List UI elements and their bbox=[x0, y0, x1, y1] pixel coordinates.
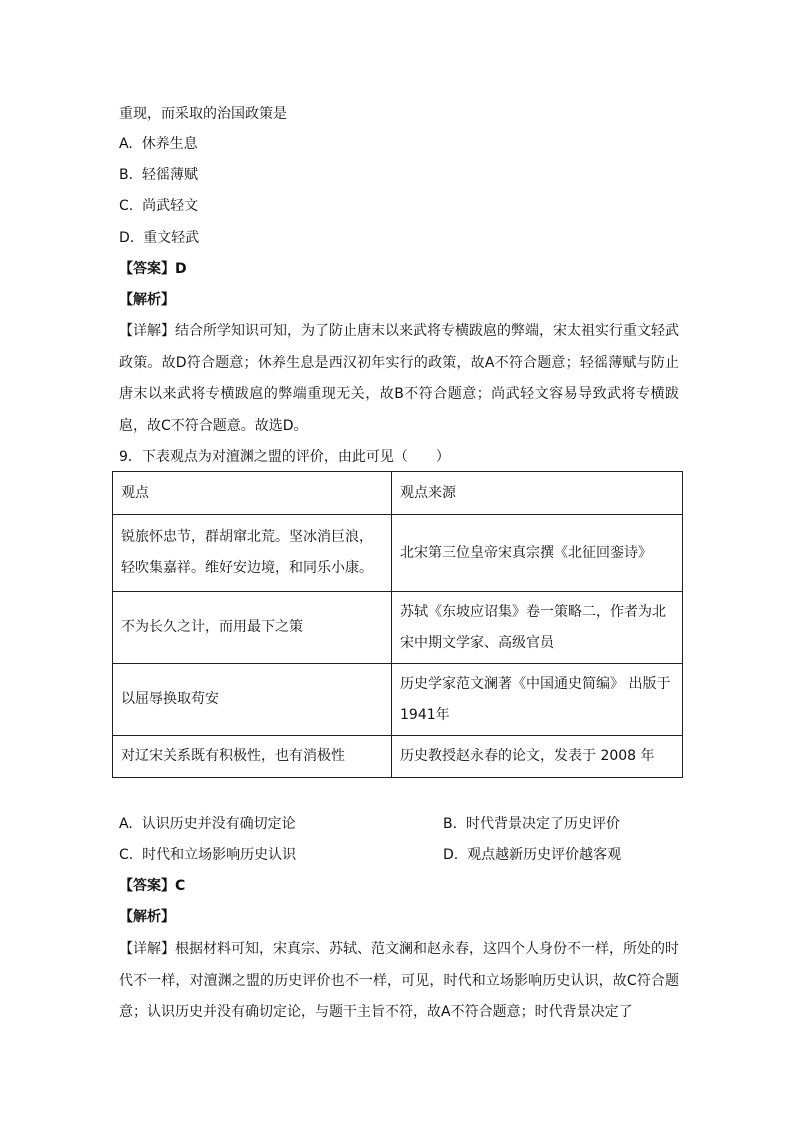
option-d bbox=[119, 228, 199, 248]
option-letter: B. bbox=[443, 816, 458, 832]
table-row bbox=[113, 592, 683, 664]
table-cell: 北宋第三位皇帝宋真宗撰《北征回銮诗》 bbox=[392, 515, 683, 592]
table-header-row bbox=[113, 472, 683, 515]
option-letter: D. bbox=[119, 230, 135, 246]
option-letter: C. bbox=[119, 198, 134, 214]
table-header-cell: 观点来源 bbox=[392, 472, 683, 515]
option-text: 重文轻武 bbox=[143, 230, 200, 246]
option-letter: B. bbox=[119, 167, 134, 183]
option-b bbox=[119, 165, 198, 185]
option-a bbox=[119, 814, 296, 834]
detail-paragraph: 【详解】结合所学知识可知，为了防止唐末以来武将专横跋扈的弊端，宋太祖实行重文轻武政策。故D符合题意；休养生息是西汉初年实行的政策，故A不符合题意；轻徭薄赋与防止唐末以来武将专横跋扈的弊端重现无关，故B不符合题意；尚武轻文容易导致武将专横跋扈，故C不符合题意。故选D。 bbox=[119, 323, 679, 434]
answer-label: 【答案】C bbox=[119, 878, 186, 894]
table-header-cell: 观点 bbox=[113, 472, 392, 515]
option-d bbox=[443, 845, 621, 865]
table-row bbox=[113, 515, 683, 592]
option-text: 时代背景决定了历史评价 bbox=[465, 816, 620, 832]
viewpoint-table bbox=[112, 471, 683, 778]
table-cell: 历史教授赵永春的论文，发表于 2008 年 bbox=[392, 736, 683, 778]
option-letter: D. bbox=[443, 847, 459, 863]
option-text: 尚武轻文 bbox=[142, 198, 199, 214]
option-a bbox=[119, 134, 198, 154]
option-text: 认识历史并没有确切定论 bbox=[141, 816, 296, 832]
option-c bbox=[119, 196, 198, 216]
analysis-label: 【解析】 bbox=[119, 292, 175, 308]
table-cell: 以屈辱换取苟安 bbox=[113, 664, 392, 736]
table-row bbox=[113, 664, 683, 736]
answer-label: 【答案】D bbox=[119, 261, 187, 277]
option-b bbox=[443, 814, 620, 834]
option-text: 轻徭薄赋 bbox=[141, 167, 198, 183]
table-cell: 苏轼《东坡应诏集》卷一策略二，作者为北宋中期文学家、高级官员 bbox=[392, 592, 683, 664]
table-cell: 历史学家范文澜著《中国通史简编》 出版于1941年 bbox=[392, 664, 683, 736]
table-row bbox=[113, 736, 683, 778]
option-text: 观点越新历史评价越客观 bbox=[467, 847, 622, 863]
option-text: 休养生息 bbox=[141, 136, 198, 152]
question-stem-tail: 重现，而采取的治国政策是 bbox=[119, 106, 287, 122]
table-cell: 不为长久之计，而用最下之策 bbox=[113, 592, 392, 664]
option-letter: C. bbox=[119, 847, 134, 863]
table-cell: 对辽宋关系既有积极性，也有消极性 bbox=[113, 736, 392, 778]
detail-paragraph: 【详解】根据材料可知，宋真宗、苏轼、范文澜和赵永春，这四个人身份不一样，所处的时代不一样，对澶渊之盟的历史评价也不一样，可见，时代和立场影响历史认识，故C符合题意；认识历史并没有确切定论，与题干主旨不符，故A不符合题意；时代背景决定了 bbox=[119, 941, 679, 1020]
option-c bbox=[119, 845, 296, 865]
table-cell: 锐旅怀忠节，群胡窜北荒。坚冰消巨浪，轻吹集嘉祥。维好安边境，和同乐小康。 bbox=[113, 515, 392, 592]
question-stem: 9．下表观点为对澶渊之盟的评价，由此可见（ ） bbox=[119, 449, 450, 465]
option-text: 时代和立场影响历史认识 bbox=[142, 847, 297, 863]
analysis-label: 【解析】 bbox=[119, 909, 175, 925]
option-letter: A. bbox=[119, 136, 133, 152]
option-letter: A. bbox=[119, 816, 133, 832]
